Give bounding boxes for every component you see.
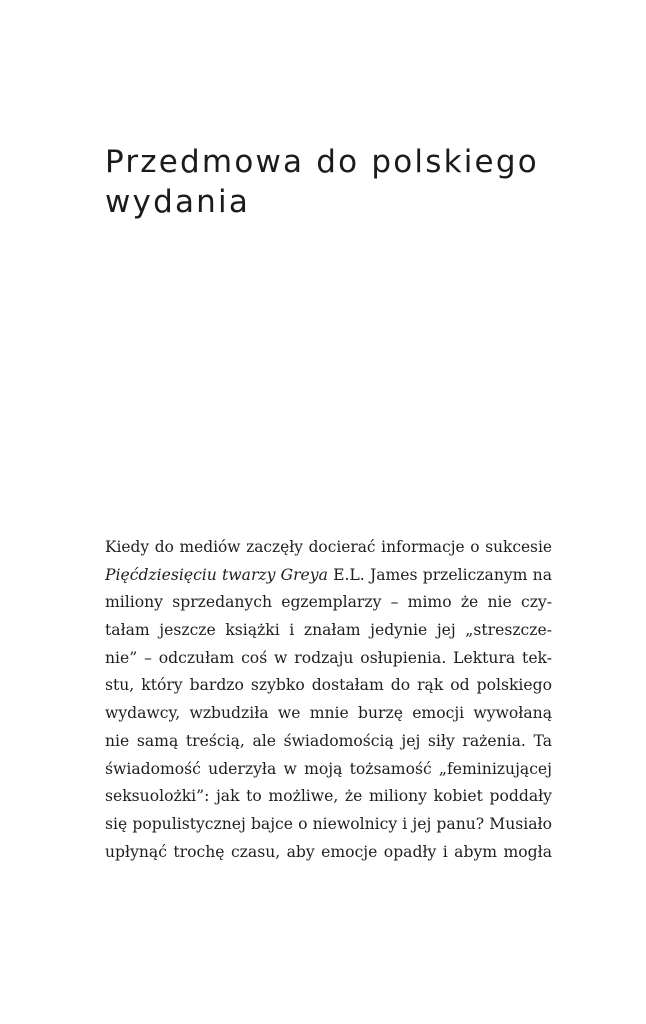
chapter-title-line-2: wydania xyxy=(105,184,251,220)
paragraph-line: świadomość uderzyła w moją tożsamość „feminizującej xyxy=(105,759,552,778)
paragraph-line: nie samą treścią, ale świadomością jej siły rażenia. Ta xyxy=(105,731,552,750)
paragraph-line: tałam jeszcze książki i znałam jedynie jej „streszcze- xyxy=(105,621,552,640)
chapter-title xyxy=(105,142,565,222)
paragraph-line: stu, który bardzo szybko dostałam do rąk od polskiego xyxy=(105,676,552,695)
paragraph-line: Pięćdziesięciu twarzy Greya E.L. James przeliczanym na xyxy=(105,565,552,584)
paragraph-line: się populistycznej bajce o niewolnicy i jej panu? Musiało xyxy=(105,814,552,833)
paragraph-line: Kiedy do mediów zaczęły docierać informacje o sukcesie xyxy=(105,538,552,556)
body-paragraph xyxy=(105,534,552,866)
paragraph-line: upłynąć trochę czasu, aby emocje opadły i abym mogła xyxy=(105,842,552,861)
book-title-italic: Pięćdziesięciu twarzy Greya xyxy=(105,565,328,584)
chapter-title-line-1: Przedmowa do polskiego xyxy=(105,144,539,180)
paragraph-line: wydawcy, wzbudziła we mnie burzę emocji wywołaną xyxy=(105,704,552,723)
paragraph-line: miliony sprzedanych egzemplarzy – mimo że nie czy- xyxy=(105,593,552,612)
paragraph-line: seksuolożki”: jak to możliwe, że miliony kobiet poddały xyxy=(105,787,552,806)
paragraph-line: nie” – odczułam coś w rodzaju osłupienia. Lektura tek- xyxy=(105,648,552,667)
